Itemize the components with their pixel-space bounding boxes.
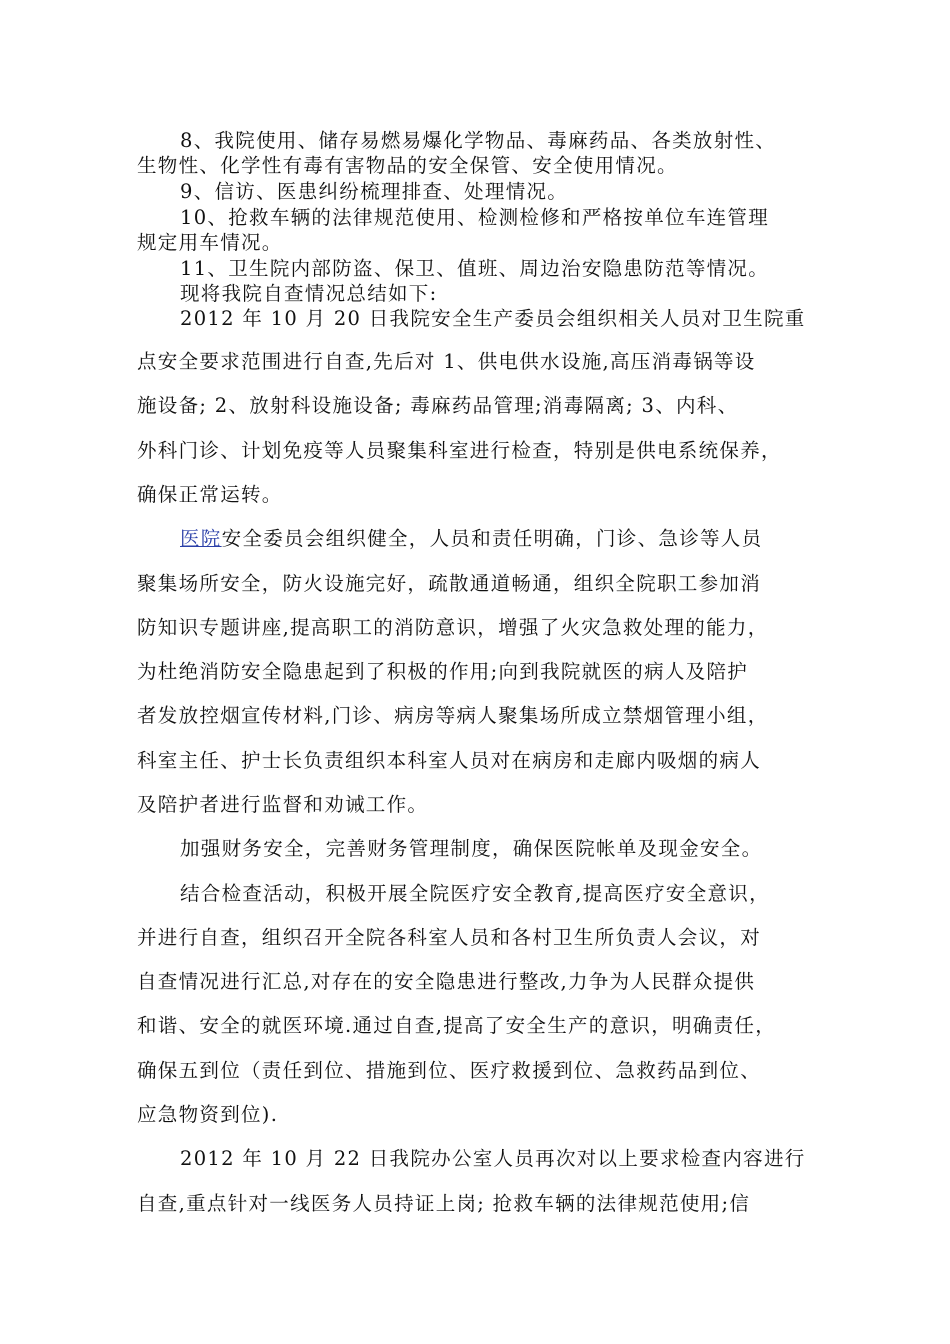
text-line: 规定用车情况。 [137, 231, 283, 254]
hospital-link[interactable]: 医院 [180, 527, 222, 550]
text-line-rest: 安全委员会组织健全，人员和责任明确，门诊、急诊等人员 [221, 527, 763, 550]
text-line: 点安全要求范围进行自查,先后对 1、供电供水设施,高压消毒锅等设 [137, 350, 756, 373]
text-line: 2012 年 10 月 22 日我院办公室人员再次对以上要求检查内容进行 [180, 1147, 806, 1170]
text-line: 和谐、安全的就医环境.通过自查,提高了安全生产的意识，明确责任， [137, 1014, 776, 1037]
text-line: 确保正常运转。 [137, 483, 283, 506]
text-line: 及陪护者进行监督和劝诫工作。 [137, 793, 429, 816]
text-line: 加强财务安全，完善财务管理制度，确保医院帐单及现金安全。 [180, 837, 763, 860]
text-line: 聚集场所安全，防火设施完好，疏散通道畅通，组织全院职工参加消 [137, 572, 762, 595]
text-line: 2012 年 10 月 20 日我院安全生产委员会组织相关人员对卫生院重 [180, 307, 806, 330]
text-line: 自查情况进行汇总,对存在的安全隐患进行整改,力争为人民群众提供 [137, 970, 756, 993]
text-line: 10、抢救车辆的法律规范使用、检测检修和严格按单位车连管理 [180, 206, 770, 229]
text-line: 外科门诊、计划免疫等人员聚集科室进行检查，特别是供电系统保养， [137, 439, 782, 462]
text-line: 现将我院自查情况总结如下: [180, 282, 438, 305]
text-line: 应急物资到位). [137, 1103, 279, 1126]
text-line: 生物性、化学性有毒有害物品的安全保管、安全使用情况。 [137, 154, 678, 177]
text-line: 者发放控烟宣传材料,门诊、病房等病人聚集场所成立禁烟管理小组， [137, 704, 769, 727]
text-line: 为杜绝消防安全隐患起到了积极的作用;向到我院就医的病人及陪护 [137, 660, 749, 683]
text-line: 自查,重点针对一线医务人员持证上岗; 抢救车辆的法律规范使用;信 [137, 1192, 751, 1215]
text-line: 科室主任、护士长负责组织本科室人员对在病房和走廊内吸烟的病人 [137, 749, 762, 772]
text-line [180, 523, 762, 551]
text-line: 并进行自查，组织召开全院各科室人员和各村卫生所负责人会议，对 [137, 926, 762, 949]
text-line: 防知识专题讲座,提高职工的消防意识，增强了火灾急救处理的能力， [137, 616, 769, 639]
text-line: 8、我院使用、储存易燃易爆化学物品、毒麻药品、各类放射性、 [180, 129, 777, 152]
text-line: 11、卫生院内部防盗、保卫、值班、周边治安隐患防范等情况。 [180, 257, 770, 280]
text-line: 9、信访、医患纠纷梳理排查、处理情况。 [180, 180, 569, 203]
text-line: 结合检查活动，积极开展全院医疗安全教育,提高医疗安全意识， [180, 882, 770, 905]
text-line: 施设备; 2、放射科设施设备; 毒麻药品管理;消毒隔离; 3、内科、 [137, 394, 739, 417]
text-line: 确保五到位（责任到位、措施到位、医疗救援到位、急救药品到位、 [137, 1059, 762, 1082]
